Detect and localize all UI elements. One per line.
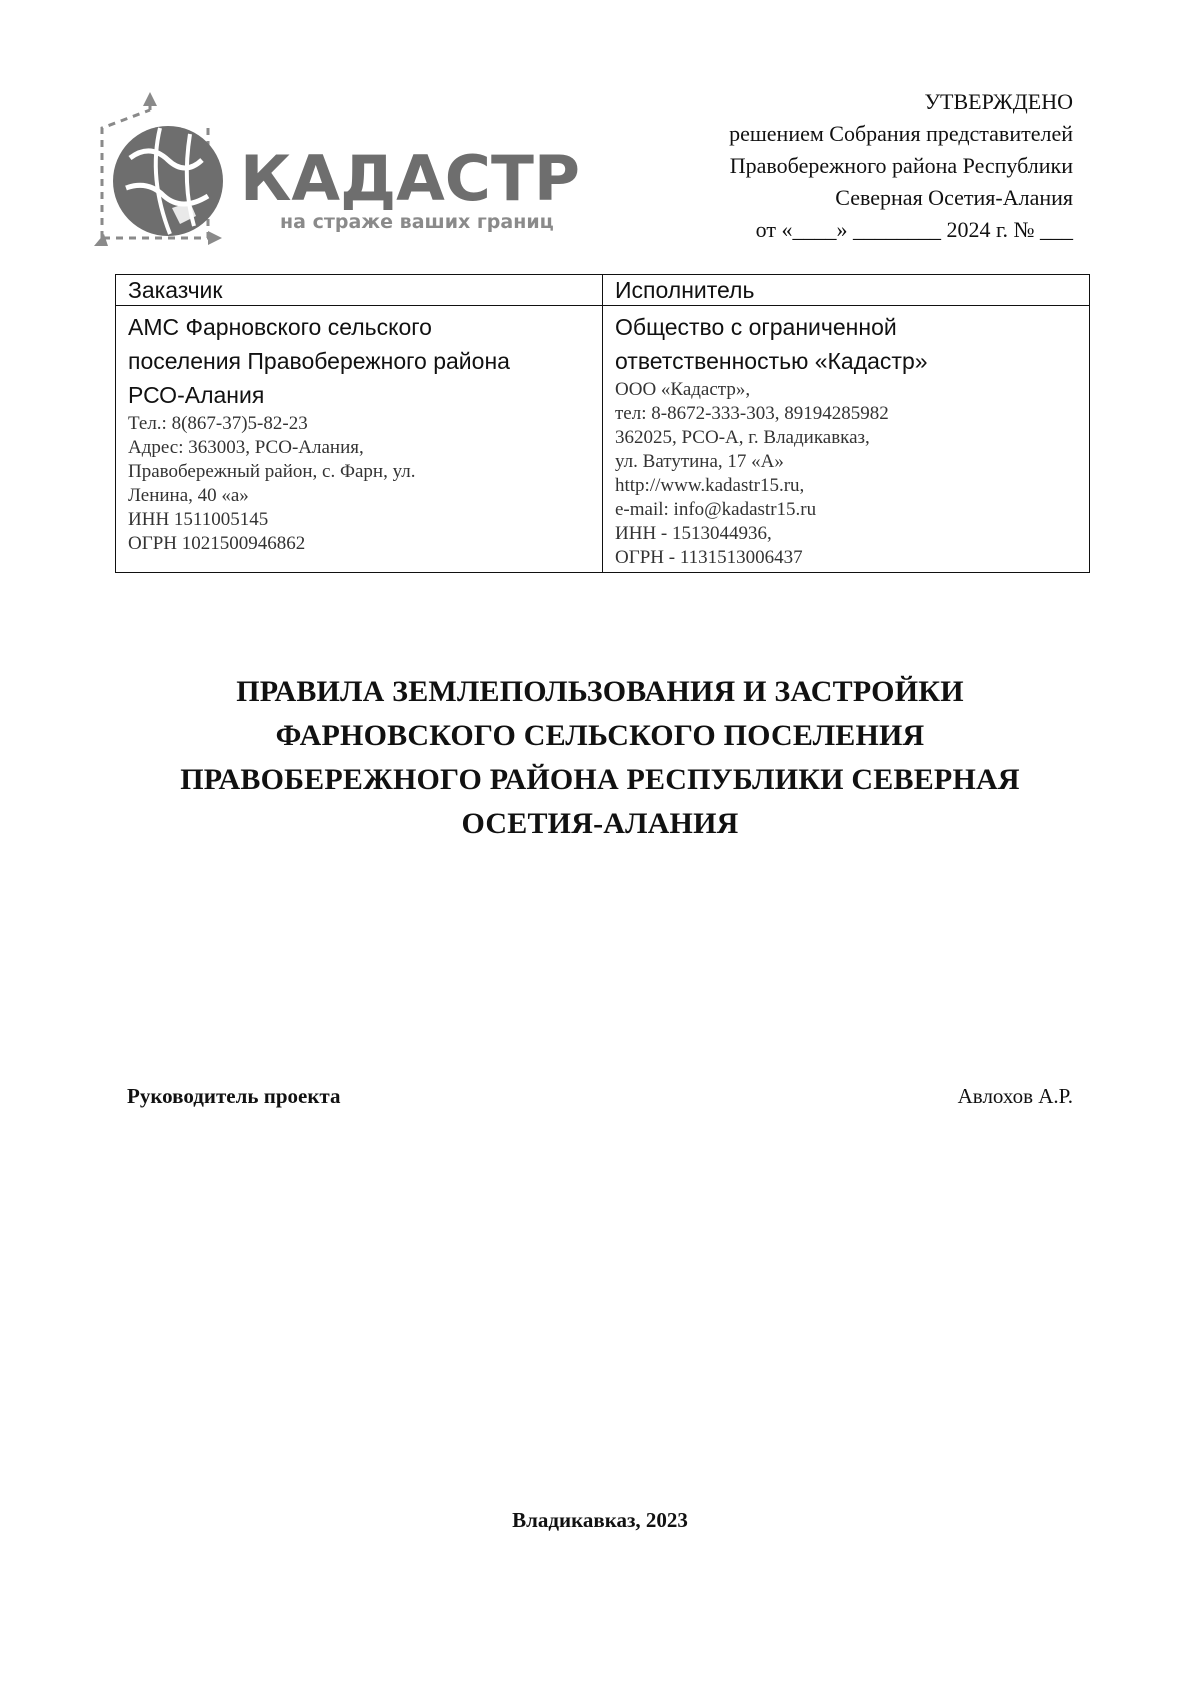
customer-address: Ленина, 40 «а» <box>128 485 249 506</box>
approval-block <box>593 86 1073 246</box>
document-title <box>100 670 1100 846</box>
contractor-cell <box>603 306 1090 573</box>
title-line: ПРАВОБЕРЕЖНОГО РАЙОНА РЕСПУБЛИКИ СЕВЕРНАЯ <box>180 763 1020 796</box>
globe-icon <box>113 126 223 236</box>
contractor-website: http://www.kadastr15.ru, <box>615 475 805 496</box>
customer-cell <box>116 306 603 573</box>
contractor-address: ул. Ватутина, 17 «А» <box>615 451 784 472</box>
parties-body-row <box>116 306 1090 573</box>
approval-line: решением Собрания представителей <box>729 121 1073 146</box>
customer-name-line: поселения Правобережного района <box>128 348 510 374</box>
approval-line: Правобережного района Республики <box>729 153 1073 178</box>
customer-phone: Тел.: 8(867-37)5-82-23 <box>128 413 308 434</box>
contractor-email: e-mail: info@kadastr15.ru <box>615 499 817 520</box>
contractor-name-line: ответственностью «Кадастр» <box>615 348 928 374</box>
logo-tagline: на страже ваших границ <box>280 211 554 233</box>
contractor-header: Исполнитель <box>603 275 1090 306</box>
title-line: ОСЕТИЯ-АЛАНИЯ <box>461 807 739 840</box>
contractor-address: 362025, РСО-А, г. Владикавказ, <box>615 427 870 448</box>
customer-header: Заказчик <box>116 275 603 306</box>
contractor-phone: тел: 8-8672-333-303, 89194285982 <box>615 403 889 424</box>
project-manager-label: Руководитель проекта <box>127 1084 341 1108</box>
contractor-ogrn: ОГРН - 1131513006437 <box>615 547 803 568</box>
customer-address: Адрес: 363003, РСО-Алания, <box>128 437 364 458</box>
parties-table <box>115 274 1090 573</box>
footer-city-year: Владикавказ, 2023 <box>512 1508 688 1532</box>
customer-name-line: АМС Фарновского сельского <box>128 314 432 340</box>
customer-address: Правобережный район, с. Фарн, ул. <box>128 461 416 482</box>
customer-inn: ИНН 1511005145 <box>128 509 269 530</box>
logo-brand-text: КАДАСТР <box>240 142 580 215</box>
approval-line: УТВЕРЖДЕНО <box>924 89 1073 114</box>
contractor-short-name: ООО «Кадастр», <box>615 379 751 400</box>
title-line: ФАРНОВСКОГО СЕЛЬСКОГО ПОСЕЛЕНИЯ <box>275 719 925 752</box>
contractor-name-line: Общество с ограниченной <box>615 314 897 340</box>
contractor-inn: ИНН - 1513044936, <box>615 523 772 544</box>
parties-header-row <box>116 275 1090 306</box>
approval-line: Северная Осетия-Алания <box>835 185 1073 210</box>
customer-name-line: РСО-Алания <box>128 382 265 408</box>
company-logo <box>90 88 590 253</box>
logo-graphic <box>90 88 590 253</box>
project-manager-name: Авлохов А.Р. <box>957 1084 1073 1108</box>
customer-ogrn: ОГРН 1021500946862 <box>128 533 306 554</box>
title-line: ПРАВИЛА ЗЕМЛЕПОЛЬЗОВАНИЯ И ЗАСТРОЙКИ <box>236 675 964 708</box>
approval-date-line: от «____» ________ 2024 г. № ___ <box>755 217 1073 242</box>
